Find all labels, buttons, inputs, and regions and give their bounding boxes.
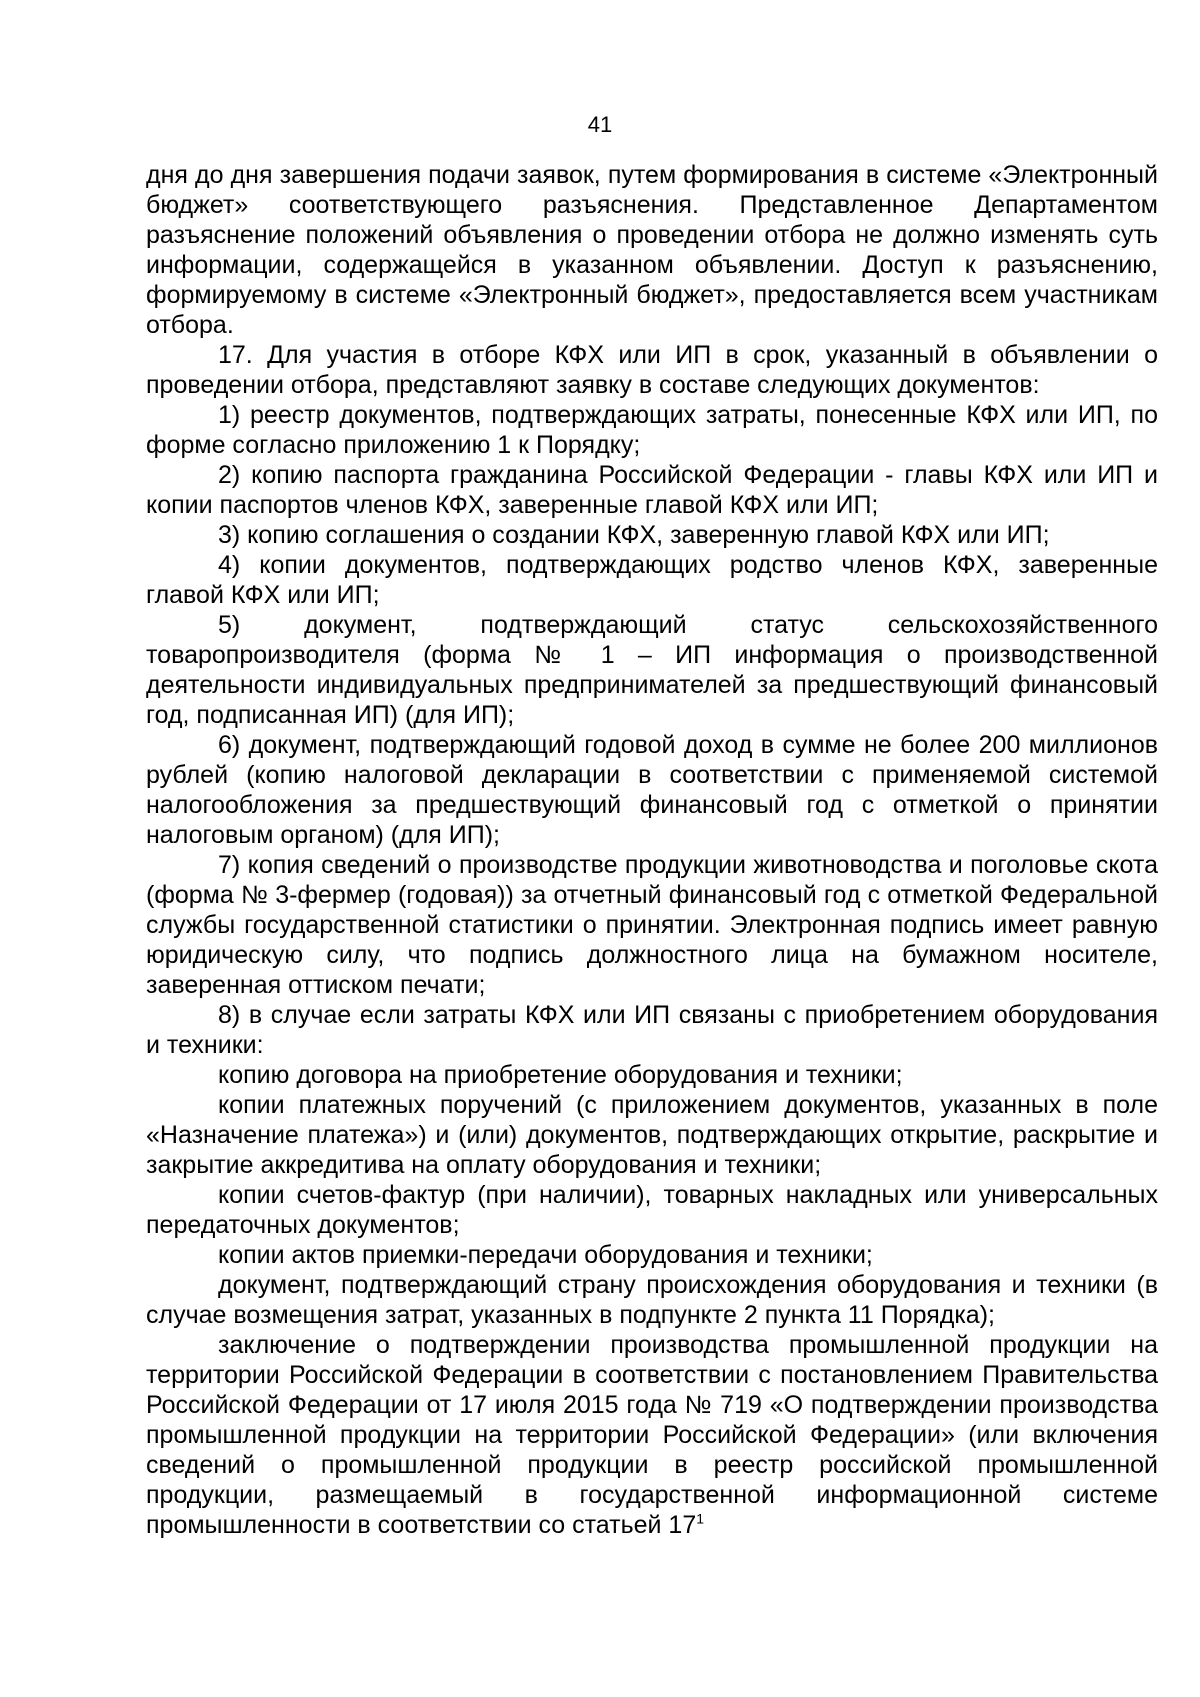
paragraph bbox=[146, 1000, 1158, 1060]
paragraph bbox=[146, 1240, 1158, 1270]
paragraph bbox=[146, 1270, 1158, 1330]
paragraph-text: копии актов приемки-передачи оборудования и техники; bbox=[218, 1241, 873, 1269]
paragraph-text: 8) в случае если затраты КФХ или ИП связаны с приобретением оборудования и техники: bbox=[146, 1001, 1158, 1059]
paragraph-text: копию договора на приобретение оборудования и техники; bbox=[218, 1061, 903, 1089]
paragraph bbox=[146, 400, 1158, 460]
paragraph-text: 4) копии документов, подтверждающих родство членов КФХ, заверенные главой КФХ или ИП; bbox=[146, 551, 1158, 609]
paragraph bbox=[146, 1090, 1158, 1180]
paragraph-text: 7) копия сведений о производстве продукции животноводства и поголовье скота (форма № 3-фермер (годовая)) за отчетный финансовый год с отметкой Федеральной службы государственной статистики о принятии. Электронная подпись имеет равную юридическую силу, что подпись должностного лица на бумажном носителе, заверенная оттиском печати; bbox=[146, 851, 1158, 999]
paragraph-text: дня до дня завершения подачи заявок, путем формирования в системе «Электронный бюджет» соответствующего разъяснения. Представленное Департаментом разъяснение положений объявления о проведении отбора не должно изменять суть информации, содержащейся в указанном объявлении. Доступ к разъяснению, формируемому в системе «Электронный бюджет», предоставляется всем участникам отбора. bbox=[146, 161, 1158, 339]
paragraph-text: документ, подтверждающий страну происхождения оборудования и техники (в случае возмещения затрат, указанных в подпункте 2 пункта 11 Порядка); bbox=[146, 1271, 1158, 1329]
paragraph bbox=[146, 550, 1158, 610]
paragraph-text: 3) копию соглашения о создании КФХ, заверенную главой КФХ или ИП; bbox=[218, 521, 1050, 549]
superscript: 1 bbox=[696, 1510, 705, 1527]
paragraph bbox=[146, 1330, 1158, 1540]
paragraph bbox=[146, 610, 1158, 730]
paragraph bbox=[146, 340, 1158, 400]
paragraph-text: копии счетов-фактур (при наличии), товарных накладных или универсальных передаточных документов; bbox=[146, 1181, 1158, 1239]
paragraph bbox=[146, 160, 1158, 340]
page-number: 41 bbox=[587, 112, 613, 137]
paragraph-text: 6) документ, подтверждающий годовой доход в сумме не более 200 миллионов рублей (копию налоговой декларации в соответствии с применяемой системой налогообложения за предшествующий финансовый год с отметкой о принятии налоговым органом) (для ИП); bbox=[146, 731, 1158, 849]
paragraph-text: 17. Для участия в отборе КФХ или ИП в срок, указанный в объявлении о проведении отбора, представляют заявку в составе следующих документов: bbox=[146, 341, 1158, 399]
paragraph bbox=[146, 850, 1158, 1000]
paragraph-text: 2) копию паспорта гражданина Российской Федерации - главы КФХ или ИП и копии паспортов членов КФХ, заверенные главой КФХ или ИП; bbox=[146, 461, 1158, 519]
paragraph bbox=[146, 520, 1158, 550]
paragraph-text: заключение о подтверждении производства промышленной продукции на территории Российской Федерации в соответствии с постановлением Правительства Российской Федерации от 17 июля 2015 года № 719 «О подтверждении производства промышленной продукции на территории Российской Федерации» (или включения сведений о промышленной продукции в реестр российской промышленной продукции, размещаемый в государственной информационной системе промышленности в соответствии со статьей 17 bbox=[146, 1331, 1158, 1539]
paragraph bbox=[146, 730, 1158, 850]
paragraph bbox=[146, 460, 1158, 520]
paragraph bbox=[146, 1180, 1158, 1240]
paragraph bbox=[146, 1060, 1158, 1090]
paragraph-text: 5) документ, подтверждающий статус сельскохозяйственного товаропроизводителя (форма № 1 – ИП информация о производственной деятельности индивидуальных предпринимателей за предшествующий финансовый год, подписанная ИП) (для ИП); bbox=[146, 611, 1158, 729]
paragraph-text: копии платежных поручений (с приложением документов, указанных в поле «Назначение платежа») и (или) документов, подтверждающих открытие, раскрытие и закрытие аккредитива на оплату оборудования и техники; bbox=[146, 1091, 1158, 1179]
document-body bbox=[146, 160, 1158, 1540]
paragraph-text: 1) реестр документов, подтверждающих затраты, понесенные КФХ или ИП, по форме согласно приложению 1 к Порядку; bbox=[146, 401, 1158, 459]
